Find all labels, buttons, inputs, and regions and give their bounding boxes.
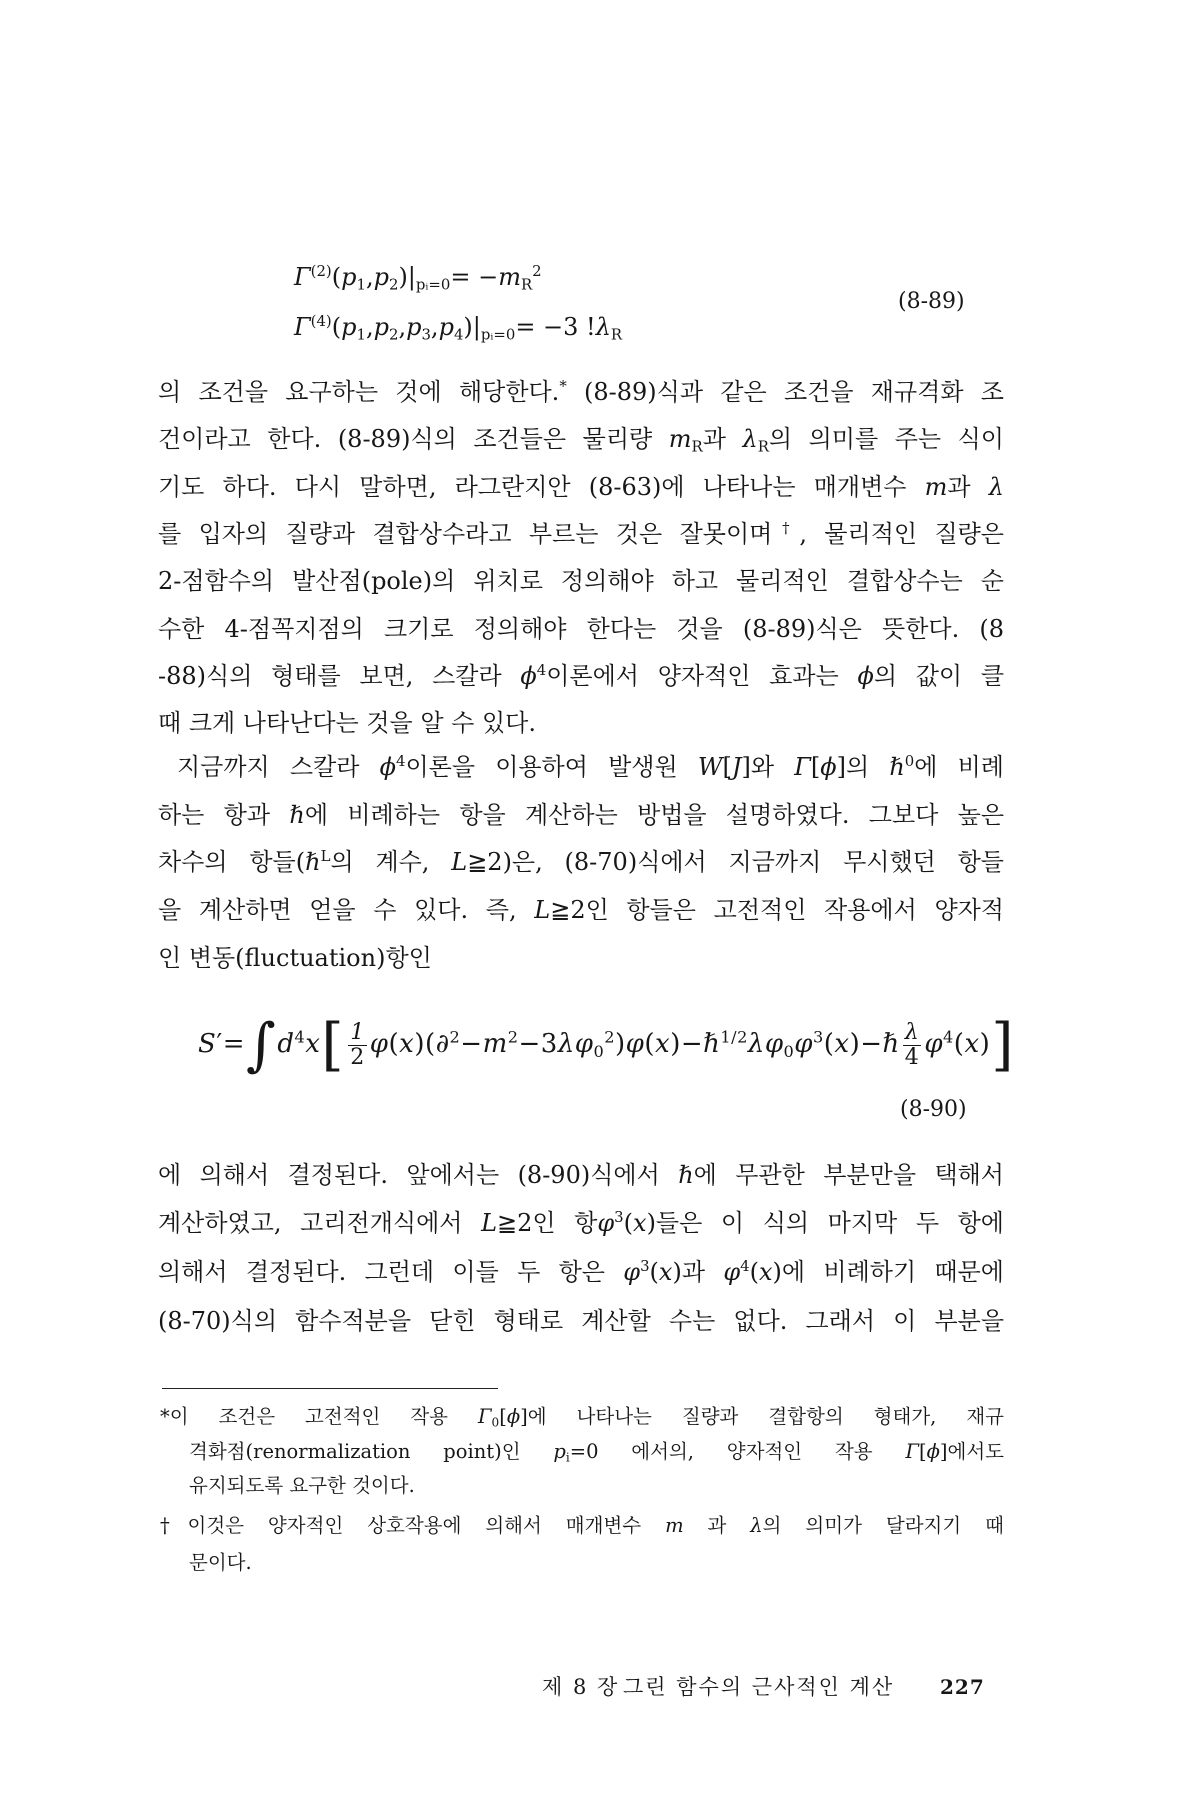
fraction-denominator: 4 — [904, 1043, 920, 1070]
text-run: 지금까지 스칼라 — [177, 753, 380, 781]
superscript: 0 — [904, 752, 915, 771]
text-run: )− — [849, 1029, 883, 1059]
body-line — [158, 614, 1004, 644]
math-symbol: φ — [623, 1258, 641, 1286]
math-symbol: m — [924, 473, 948, 501]
equation-number: (8-90) — [900, 1097, 967, 1122]
text-run: , 물리적인 질량은 — [799, 520, 1004, 548]
subscript: 1 — [356, 325, 366, 344]
text-run: − — [460, 1029, 483, 1059]
fraction-denominator: 2 — [350, 1043, 365, 1070]
text-run: ≧2인 항들은 고전적인 작용에서 양자적 — [550, 896, 1004, 924]
footnote-line — [160, 1404, 1004, 1430]
text-run: 의 의미가 달라지기 때 — [762, 1514, 1004, 1537]
text-run: ( — [953, 1029, 965, 1059]
subscript: R — [691, 437, 703, 456]
text-run: 과 — [702, 425, 743, 453]
subscript: 4 — [453, 325, 464, 344]
footnote-line — [160, 1513, 1004, 1539]
text-run: 차수의 항들( — [158, 848, 306, 876]
math-symbol: ϕ — [506, 1405, 521, 1428]
math-symbol: φ — [625, 1029, 645, 1059]
body-line — [158, 708, 1004, 738]
fraction — [903, 1021, 922, 1068]
superscript: 2 — [532, 262, 542, 281]
math-symbol: L — [534, 896, 551, 924]
text-run: =0 에서의, 양자적인 작용 — [569, 1440, 906, 1463]
text-run: ]의 — [836, 753, 890, 781]
math-symbol: ℏ — [889, 753, 905, 781]
subscript: pᵢ=0 — [415, 275, 451, 294]
footnote-line — [189, 1439, 1004, 1465]
superscript: 2 — [449, 1027, 461, 1047]
math-symbol: ϕ — [820, 753, 837, 781]
text-run: 에 의해서 결정된다. 앞에서는 (8-90)식에서 — [158, 1161, 679, 1189]
text-run: ≧2인 항 — [497, 1209, 598, 1237]
text-run: ( — [331, 263, 342, 291]
math-symbol: p — [373, 313, 389, 341]
math-symbol: p — [406, 313, 422, 341]
body-line — [158, 1160, 1004, 1190]
subscript: 0 — [783, 1041, 795, 1061]
math-symbol: φ — [597, 1209, 615, 1237]
page-number: 227 — [940, 1675, 985, 1699]
superscript: † — [772, 519, 800, 538]
math-symbol: x — [758, 1258, 773, 1286]
text-run: = −3 ! — [515, 313, 596, 341]
large-math-delimiter: ∫ — [246, 1012, 277, 1078]
text-run: [ — [918, 1440, 927, 1463]
text-run: 격화점(renormalization point)인 — [189, 1440, 554, 1463]
superscript: 3 — [614, 1208, 624, 1227]
body-line — [158, 472, 1004, 502]
math-symbol: λ — [595, 313, 611, 341]
text-run: )| — [463, 313, 481, 341]
text-run: 에 비례하는 항을 계산하는 방법을 설명하였다. 그보다 높은 — [304, 801, 1005, 829]
body-line — [158, 377, 1004, 407]
equation-line — [198, 1009, 1015, 1079]
math-symbol: Γ — [294, 263, 311, 291]
text-run: )과 — [672, 1258, 724, 1286]
math-symbol: p — [341, 263, 357, 291]
text-run: ≧2)은, (8-70)식에서 지금까지 무시했던 항들 — [467, 848, 1004, 876]
subscript: R — [757, 437, 769, 456]
math-symbol: x — [658, 1258, 673, 1286]
math-symbol: Γ — [294, 313, 311, 341]
text-run: , — [430, 313, 439, 341]
text-run: )에 비례하기 때문에 — [772, 1258, 1004, 1286]
body-line — [158, 847, 1004, 877]
math-symbol: φ — [924, 1029, 944, 1059]
text-run: 이론을 이용하여 발생원 — [405, 753, 698, 781]
superscript: 4 — [943, 1027, 954, 1047]
text-run: 를 입자의 질량과 결합상수라고 부르는 것은 잘못이며 — [158, 520, 773, 548]
body-line — [158, 661, 1004, 691]
text-run: 문이다. — [189, 1551, 252, 1574]
text-run: ( — [644, 1029, 656, 1059]
subscript: 0 — [593, 1041, 605, 1061]
superscript: 1/2 — [720, 1027, 748, 1047]
math-symbol: L — [481, 1209, 497, 1237]
text-run: 이론에서 양자적인 효과는 — [546, 662, 858, 690]
text-run: 유지되도록 요구한 것이다. — [189, 1474, 415, 1497]
chapter-label: 제 8 장 — [542, 1675, 618, 1699]
fraction — [348, 1021, 367, 1068]
text-run: )| — [398, 263, 416, 291]
math-symbol: Γ — [478, 1405, 492, 1428]
subscript: 2 — [388, 275, 399, 294]
math-symbol: p — [553, 1440, 566, 1463]
subscript: R — [520, 275, 533, 294]
subscript: 2 — [388, 325, 399, 344]
math-symbol: x — [633, 1209, 647, 1237]
superscript: 2 — [604, 1027, 616, 1047]
subscript: pᵢ=0 — [480, 325, 516, 344]
text-run: *이 조건은 고전적인 작용 — [160, 1405, 478, 1428]
math-symbol: L — [451, 848, 468, 876]
text-run: ]와 — [741, 753, 795, 781]
superscript: 2 — [507, 1027, 519, 1047]
subscript: i — [565, 1450, 570, 1465]
text-run: 건이라고 한다. (8-89)식의 조건들은 물리량 — [158, 425, 669, 453]
text-run: 의 값이 클 — [873, 662, 1005, 690]
math-symbol: ℏ — [289, 801, 305, 829]
text-run: 기도 하다. 다시 말하면, 라그란지안 (8-63)에 나타나는 매개변수 — [158, 473, 925, 501]
math-symbol: m — [482, 1029, 508, 1059]
math-symbol: m — [665, 1514, 684, 1537]
subscript: 1 — [356, 275, 366, 294]
text-run: 에 비례 — [914, 753, 1004, 781]
math-symbol: S — [198, 1029, 217, 1059]
math-symbol: x — [399, 1029, 415, 1059]
math-symbol: λ — [742, 425, 758, 453]
fraction-numerator: 1 — [350, 1019, 365, 1046]
text-run: ) — [615, 1029, 626, 1059]
subscript: 0 — [491, 1415, 500, 1430]
text-run: ]에서도 — [939, 1440, 1004, 1463]
chapter-title: 그린 함수의 근사적인 계산 — [623, 1675, 895, 1699]
body-line — [158, 424, 1004, 454]
text-run: [ — [810, 753, 821, 781]
math-symbol: λ — [988, 473, 1004, 501]
text-run: ( — [388, 1029, 400, 1059]
math-symbol: ϕ — [379, 753, 396, 781]
subscript: R — [610, 325, 623, 344]
math-symbol: x — [655, 1029, 671, 1059]
math-symbol: x — [305, 1029, 321, 1059]
body-line — [177, 752, 1004, 782]
math-symbol: ϕ — [520, 662, 537, 690]
superscript: 3 — [813, 1027, 824, 1047]
text-run: 을 계산하면 얻을 수 있다. 즉, — [158, 896, 535, 924]
superscript: 3 — [640, 1257, 650, 1276]
math-symbol: x — [964, 1029, 980, 1059]
math-symbol: ℏ — [703, 1029, 721, 1059]
math-symbol: ℏ — [678, 1161, 694, 1189]
body-line — [158, 943, 1004, 973]
text-run: 의 계수, — [330, 848, 452, 876]
superscript: 4 — [740, 1257, 750, 1276]
text-run: )− — [670, 1029, 704, 1059]
text-run: ( — [749, 1258, 759, 1286]
text-run: 2-점함수의 발산점(pole)의 위치로 정의해야 하고 물리적인 결합상수는 순 — [158, 567, 1004, 595]
large-math-delimiter: [ — [321, 1012, 345, 1078]
math-symbol: ℏ — [882, 1029, 900, 1059]
text-run: (8-70)식의 함수적분을 닫힌 형태로 계산할 수는 없다. 그래서 이 부분을 — [158, 1307, 1004, 1335]
superscript: (2) — [310, 262, 332, 281]
math-symbol: Γ — [794, 753, 811, 781]
body-line — [158, 1257, 1004, 1287]
math-symbol: λφ — [557, 1029, 594, 1059]
math-symbol: ϕ — [926, 1440, 940, 1463]
math-symbol: ϕ — [857, 662, 874, 690]
body-line — [158, 519, 1004, 549]
text-run: )들은 이 식의 마지막 두 항에 — [646, 1209, 1004, 1237]
text-run: (8-89)식과 같은 조건을 재규격화 조 — [566, 378, 1004, 406]
equation-line — [294, 312, 623, 344]
body-line — [158, 895, 1004, 925]
text-run: ]에 나타나는 질량과 결합항의 형태가, 재규 — [520, 1405, 1004, 1428]
superscript: * — [559, 377, 567, 396]
math-symbol: d — [277, 1029, 295, 1059]
body-line — [158, 800, 1004, 830]
text-run: , — [398, 313, 407, 341]
math-symbol: p — [438, 313, 454, 341]
equation-line — [294, 262, 542, 294]
body-line — [158, 1208, 1004, 1238]
math-symbol: λφ — [747, 1029, 784, 1059]
text-run: 의해서 결정된다. 그런데 이들 두 항은 — [158, 1258, 624, 1286]
text-run: ( — [331, 313, 342, 341]
subscript: 3 — [421, 325, 431, 344]
math-symbol: x — [834, 1029, 850, 1059]
text-run: ) — [979, 1029, 991, 1059]
text-run: , — [365, 313, 374, 341]
math-symbol: m — [498, 263, 521, 291]
equation-number: (8-89) — [898, 289, 965, 314]
text-run: ′= — [216, 1029, 246, 1059]
text-run: −3 — [518, 1029, 558, 1059]
text-run: 에 무관한 부분만을 택해서 — [693, 1161, 1004, 1189]
text-run: 의 조건을 요구하는 것에 해당한다. — [158, 378, 560, 406]
math-symbol: φ — [794, 1029, 813, 1059]
text-run: 과 — [683, 1514, 751, 1537]
math-symbol: ℏ — [305, 848, 321, 876]
text-run: 수한 4-점꼭지점의 크기로 정의해야 한다는 것을 (8-89)식은 뜻한다. (8 — [158, 615, 1004, 643]
body-line — [158, 566, 1004, 596]
math-symbol: J — [731, 753, 742, 781]
text-run: , — [365, 263, 374, 291]
footnote-line — [189, 1473, 1004, 1499]
footnote-separator — [162, 1388, 498, 1389]
superscript: 4 — [294, 1027, 306, 1047]
large-math-delimiter: ] — [991, 1012, 1015, 1078]
text-run: [ — [499, 1405, 507, 1428]
text-run: †이것은 양자적인 상호작용에 의해서 매개변수 — [160, 1514, 666, 1537]
superscript: 4 — [536, 661, 547, 680]
body-line — [158, 1306, 1004, 1336]
text-run: 하는 항과 — [158, 801, 290, 829]
footnote-line — [189, 1550, 1004, 1576]
superscript: 4 — [396, 752, 406, 771]
text-run: = − — [450, 263, 499, 291]
text-run: ( — [623, 1209, 634, 1237]
text-run: 과 — [947, 473, 989, 501]
text-run: 의 의미를 주는 식이 — [768, 425, 1004, 453]
math-symbol: φ — [723, 1258, 741, 1286]
math-symbol: λ — [750, 1514, 763, 1537]
fraction-numerator: λ — [903, 1021, 922, 1045]
math-symbol: W — [697, 753, 723, 781]
math-symbol: m — [668, 425, 692, 453]
text-run: -88)식의 형태를 보면, 스칼라 — [158, 662, 521, 690]
text-run: 계산하였고, 고리전개식에서 — [158, 1209, 482, 1237]
math-symbol: φ — [369, 1029, 389, 1059]
text-run: ( — [649, 1258, 659, 1286]
text-run: [ — [722, 753, 732, 781]
superscript: (4) — [310, 312, 332, 331]
superscript: L — [320, 847, 331, 866]
math-symbol: p — [341, 313, 357, 341]
text-run: )(∂ — [414, 1029, 450, 1059]
math-symbol: p — [373, 263, 389, 291]
math-symbol: Γ — [905, 1440, 919, 1463]
text-run: 때 크게 나타난다는 것을 알 수 있다. — [158, 709, 536, 737]
text-run: 인 변동(fluctuation)항인 — [158, 944, 432, 972]
text-run: ( — [823, 1029, 835, 1059]
